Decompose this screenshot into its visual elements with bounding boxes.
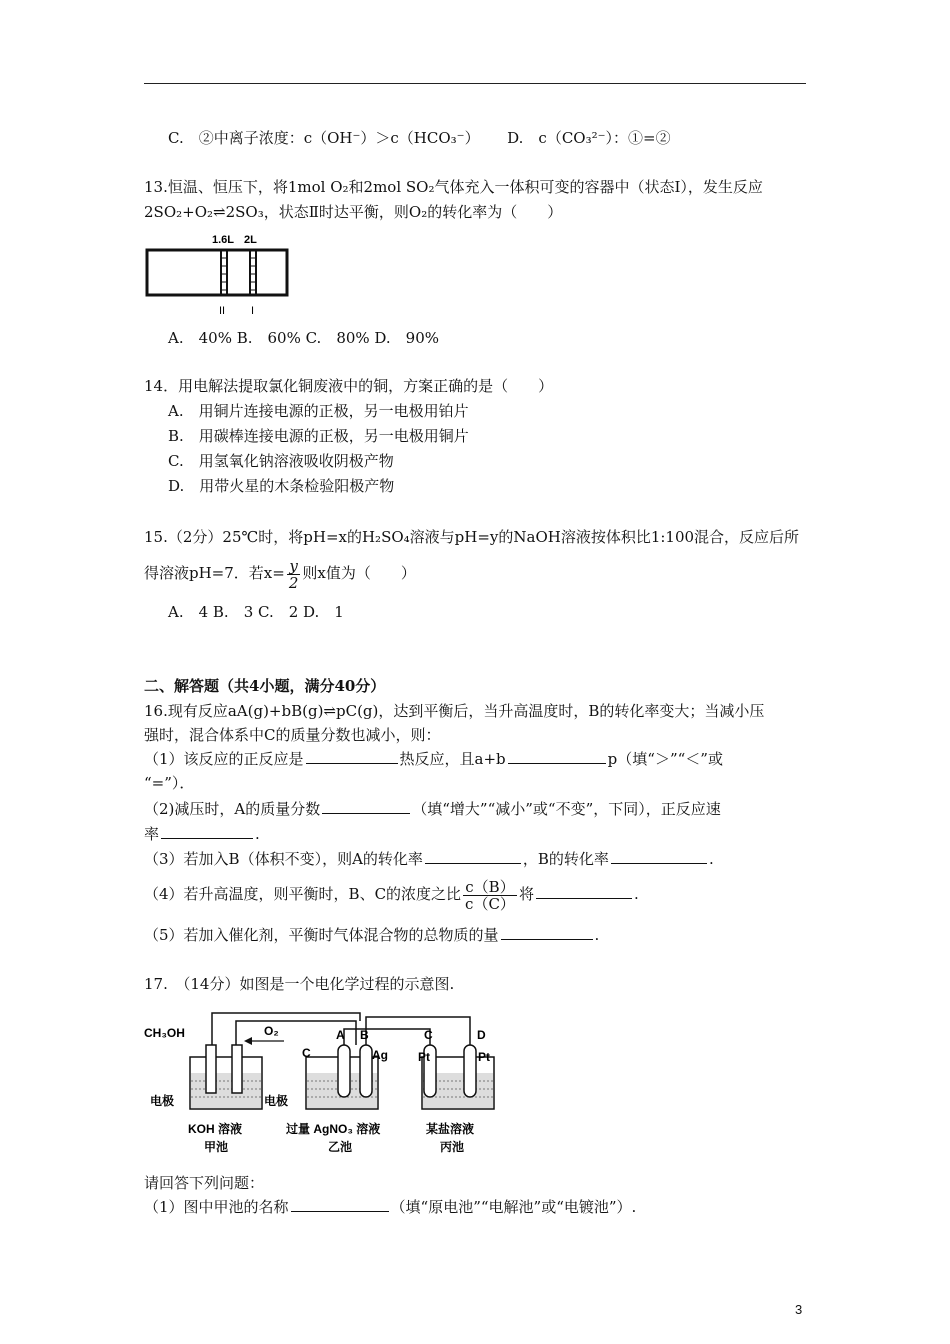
ag-label: Ag [372, 1048, 388, 1062]
bing-label: 丙池 [440, 1140, 465, 1154]
q16-part2-cont: 率 . [144, 825, 260, 843]
pt-left-label: Pt [418, 1050, 430, 1064]
answer-blank[interactable] [501, 925, 593, 940]
q13-container-figure [144, 228, 294, 320]
q14-option-a: A. 用铜片连接电源的正极，另一电极用铂片 [168, 402, 469, 420]
electrode-c-label: C [424, 1028, 433, 1042]
electrode-b-label: B [360, 1028, 369, 1042]
q15-stem-line2: 得溶液pH=7．若x= $\frac{y}{2}$ 则x值为（ ） [144, 556, 416, 592]
answer-blank[interactable] [306, 749, 398, 764]
ch3oh-label: CH₃OH [144, 1026, 185, 1040]
q13-options: A. 40% B. 60% C. 80% D. 90% [168, 329, 440, 347]
answer-blank[interactable] [291, 1197, 389, 1212]
page-number: 3 [795, 1302, 803, 1317]
header-rule [144, 83, 806, 84]
q14-option-c: C. 用氢氧化钠溶液吸收阴极产物 [168, 452, 394, 470]
q13-label-i: I [251, 305, 255, 317]
answer-blank[interactable] [425, 849, 521, 864]
q14-option-b: B. 用碳棒连接电源的正极，另一电极用铜片 [168, 427, 469, 445]
answer-blank[interactable] [322, 799, 410, 814]
q16-part5: （5）若加入催化剂，平衡时气体混合物的总物质的量 . [144, 926, 600, 944]
q13-stem-line1: 13.恒温、恒压下，将1mol O₂和2mol SO₂气体充入一体积可变的容器中（状态Ⅰ），发生反应 [144, 178, 763, 196]
koh-label: KOH 溶液 [188, 1122, 243, 1136]
q16-part2: （2)减压时，A的质量分数 （填“增大”“减小”或“不变”，下同），正反应速 [144, 800, 721, 818]
q15-options: A. 4 B. 3 C. 2 D. 1 [168, 603, 344, 621]
salt-label: 某盐溶液 [426, 1122, 475, 1136]
answer-blank[interactable] [161, 824, 253, 839]
q17-part1: （1）图中甲池的名称 （填“原电池”“电解池”或“电镀池”）. [144, 1198, 637, 1216]
agno3-label: 过量 AgNO₃ 溶液 [286, 1122, 381, 1136]
q14-stem: 14．用电解法提取氯化铜废液中的铜，方案正确的是（ ） [144, 377, 554, 395]
q13-label-2L: 2L [244, 234, 257, 246]
q15-fraction: $\frac{y}{2}$ [288, 556, 299, 592]
q13-piston-i [250, 250, 256, 295]
yi-label: 乙池 [328, 1140, 353, 1154]
q15-stem-line1: 15.（2分）25℃时，将pH=x的H₂SO₄溶液与pH=y的NaOH溶液按体积比1:100混合，反应后所 [144, 528, 800, 546]
q14-option-d: D. 用带火星的木条检验阳极产物 [168, 477, 395, 495]
electrode-right-label: 电极 [264, 1094, 289, 1108]
section2-title: 二、解答题（共4小题，满分40分） [144, 677, 386, 695]
q16-part1: （1）该反应的正反应是 热反应，且a+b p（填“＞”“＜”或 [144, 750, 723, 768]
q13-label-ii: II [219, 305, 226, 317]
q16-part1-cont: “=”）． [144, 774, 195, 792]
electrode-left-label: 电极 [150, 1094, 175, 1108]
answer-blank[interactable] [611, 849, 707, 864]
beaker-jia [190, 1045, 262, 1109]
q12-option-c: C. ②中离子浓度：c（OH⁻）＞c（HCO₃⁻） [168, 129, 480, 147]
q16-fraction: $\frac{c(B)}{c(C)}$ [465, 877, 515, 913]
q13-piston-ii [221, 250, 227, 295]
electrode-a-label: A [336, 1028, 345, 1042]
q13-container-box [147, 250, 287, 295]
pt-right-label: Pt [478, 1050, 490, 1064]
q12-option-c-d [168, 128, 671, 148]
o2-label: O₂ [264, 1024, 279, 1038]
q12-option-d: D. c（CO₃²⁻）：①=② [507, 129, 671, 147]
q13-stem-line2: 2SO₂+O₂⇌2SO₃，状态Ⅱ时达平衡，则O₂的转化率为（ ） [144, 203, 563, 221]
beaker-yi [306, 1045, 378, 1109]
jia-label: 甲池 [204, 1140, 229, 1154]
answer-blank[interactable] [508, 749, 606, 764]
q16-stem-line2: 强时，混合体系中C的质量分数也减小，则： [144, 726, 441, 744]
q17-stem: 17. （14分）如图是一个电化学过程的示意图. [144, 975, 455, 993]
q13-label-1-6L: 1.6L [212, 234, 235, 246]
q17-electrochemistry-figure [144, 1005, 514, 1165]
q16-part3: （3）若加入B（体积不变），则A的转化率 ，B的转化率 . [144, 850, 714, 868]
carbon-label: C [302, 1046, 311, 1060]
q17-prompt: 请回答下列问题： [144, 1174, 265, 1192]
q16-stem-line1: 16.现有反应aA(g)+bB(g)⇌pC(g)，达到平衡后，当升高温度时，B的转化率变大；当减小压 [144, 702, 765, 720]
q16-part4: （4）若升高温度，则平衡时，B、C的浓度之比 $\frac{c(B)}{c(C)}$ 将 . [144, 877, 639, 913]
electrode-d-label: D [477, 1028, 486, 1042]
answer-blank[interactable] [536, 884, 632, 899]
